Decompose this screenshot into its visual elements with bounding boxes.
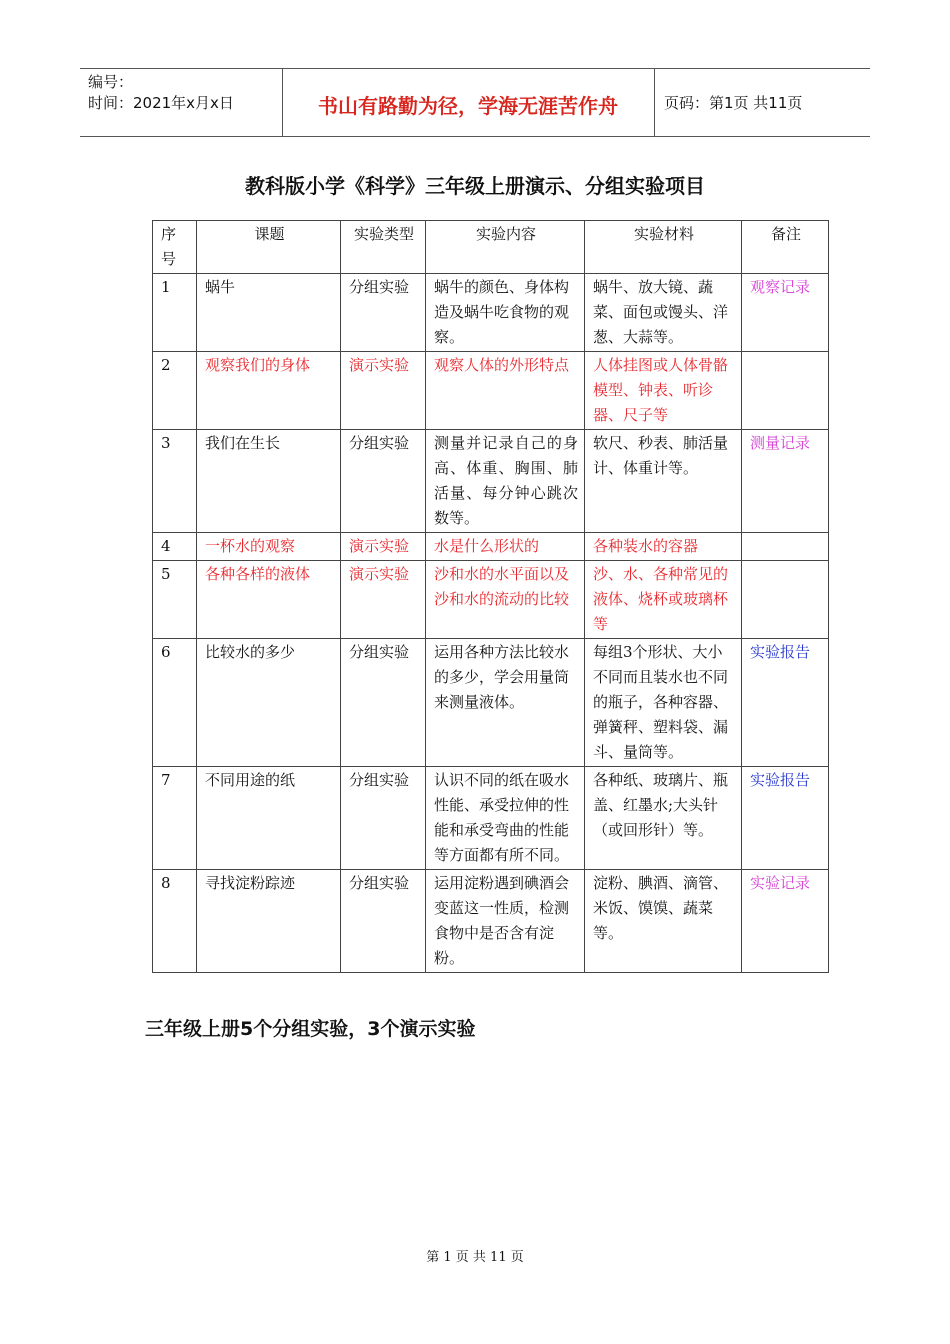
cell-content: 运用淀粉遇到碘酒会变蓝这一性质，检测食物中是否含有淀粉。	[426, 870, 585, 973]
cell-no: 6	[153, 639, 197, 767]
cell-type: 分组实验	[341, 870, 426, 973]
cell-topic: 比较水的多少	[197, 639, 341, 767]
cell-materials: 人体挂图或人体骨骼模型、钟表、听诊器、尺子等	[585, 352, 742, 430]
table-row	[153, 430, 829, 533]
cell-topic: 一杯水的观察	[197, 533, 341, 561]
cell-content: 水是什么形状的	[426, 533, 585, 561]
cell-content: 观察人体的外形特点	[426, 352, 585, 430]
table-row	[153, 639, 829, 767]
cell-note: 实验报告	[742, 767, 829, 870]
cell-note: 测量记录	[742, 430, 829, 533]
cell-topic: 各种各样的液体	[197, 561, 341, 639]
page-footer: 第 1 页 共 11 页	[426, 1250, 524, 1265]
cell-no: 1	[153, 274, 197, 352]
cell-content: 沙和水的水平面以及沙和水的流动的比较	[426, 561, 585, 639]
header-bottom-rule	[80, 136, 870, 137]
table-header-row	[153, 221, 829, 274]
cell-note: 实验记录	[742, 870, 829, 973]
header-motto: 书山有路勤为径，学海无涯苦作舟	[318, 94, 618, 118]
cell-content: 测量并记录自己的身高、体重、胸围、肺活量、每分钟心跳次数等。	[426, 430, 585, 533]
cell-content: 运用各种方法比较水的多少，学会用量筒来测量液体。	[426, 639, 585, 767]
cell-note: 观察记录	[742, 274, 829, 352]
cell-no: 7	[153, 767, 197, 870]
cell-materials: 沙、水、各种常见的液体、烧杯或玻璃杯等	[585, 561, 742, 639]
cell-materials: 蜗牛、放大镜、蔬菜、面包或馒头、洋葱、大蒜等。	[585, 274, 742, 352]
cell-type: 演示实验	[341, 352, 426, 430]
cell-note	[742, 533, 829, 561]
cell-note	[742, 352, 829, 430]
cell-content: 蜗牛的颜色、身体构造及蜗牛吃食物的观察。	[426, 274, 585, 352]
cell-topic: 不同用途的纸	[197, 767, 341, 870]
time-label: 时间：2021年x月x日	[88, 94, 234, 112]
cell-materials: 淀粉、腆酒、滴管、米饭、馍馍、蔬菜等。	[585, 870, 742, 973]
cell-no: 4	[153, 533, 197, 561]
cell-topic: 寻找淀粉踪迹	[197, 870, 341, 973]
table-row	[153, 561, 829, 639]
cell-materials: 各种装水的容器	[585, 533, 742, 561]
cell-no: 8	[153, 870, 197, 973]
header-cell-no: 序号	[153, 221, 197, 274]
cell-no: 2	[153, 352, 197, 430]
cell-topic: 观察我们的身体	[197, 352, 341, 430]
cell-type: 分组实验	[341, 430, 426, 533]
cell-materials: 各种纸、玻璃片、瓶盖、红墨水;大头针（或回形针）等。	[585, 767, 742, 870]
cell-type: 分组实验	[341, 639, 426, 767]
header-page-info: 页码：第1页 共11页	[664, 94, 803, 112]
table-row	[153, 870, 829, 973]
cell-type: 分组实验	[341, 274, 426, 352]
cell-type: 演示实验	[341, 561, 426, 639]
table-row	[153, 274, 829, 352]
table-row	[153, 352, 829, 430]
document-title: 教科版小学《科学》三年级上册演示、分组实验项目	[245, 174, 705, 198]
cell-materials: 每组3个形状、大小不同而且装水也不同的瓶子，各种容器、弹簧秤、塑料袋、漏斗、量筒等。	[585, 639, 742, 767]
number-label: 编号：	[88, 73, 134, 91]
cell-no: 5	[153, 561, 197, 639]
table-row	[153, 533, 829, 561]
experiment-table	[152, 220, 829, 973]
cell-topic: 蜗牛	[197, 274, 341, 352]
header-meta	[88, 72, 234, 114]
header-cell-note: 备注	[742, 221, 829, 274]
cell-type: 分组实验	[341, 767, 426, 870]
cell-type: 演示实验	[341, 533, 426, 561]
table-row	[153, 767, 829, 870]
cell-no: 3	[153, 430, 197, 533]
header-cell-content: 实验内容	[426, 221, 585, 274]
cell-topic: 我们在生长	[197, 430, 341, 533]
cell-materials: 软尺、秒表、肺活量计、体重计等。	[585, 430, 742, 533]
cell-note: 实验报告	[742, 639, 829, 767]
cell-content: 认识不同的纸在吸水性能、承受拉伸的性能和承受弯曲的性能等方面都有所不同。	[426, 767, 585, 870]
header-cell-type: 实验类型	[341, 221, 426, 274]
header-cell-topic: 课题	[197, 221, 341, 274]
header-divider	[654, 68, 655, 136]
cell-note	[742, 561, 829, 639]
summary-text: 三年级上册5个分组实验，3个演示实验	[145, 1018, 476, 1040]
header-cell-materials: 实验材料	[585, 221, 742, 274]
header-top-rule	[80, 68, 870, 69]
